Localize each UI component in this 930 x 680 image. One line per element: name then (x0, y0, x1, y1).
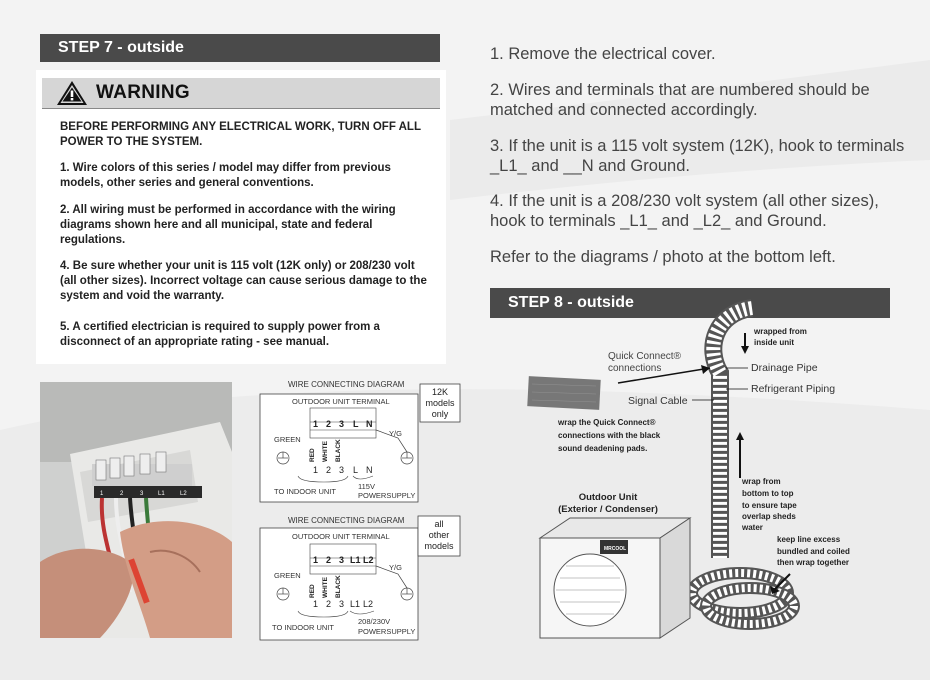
diagram1-green: GREEN (274, 435, 301, 444)
wrap-bottom-label-2: bottom to top (742, 489, 794, 498)
step7-header (40, 34, 440, 62)
diagram1-term-3: 3 (339, 419, 345, 429)
diagram1-term-L: L (353, 419, 359, 429)
unit-label-1: Outdoor Unit (578, 492, 638, 503)
diagram2-term-L2: L2 (363, 555, 374, 565)
diagram2-bottom-3: 3 (339, 599, 345, 609)
diagram1-bottom-3: 3 (339, 465, 345, 475)
diagram1-voltage: 115V (358, 482, 375, 491)
diagram1-wire-black: BLACK (335, 439, 342, 462)
keep-line-label-2: bundled and coiled (777, 547, 850, 556)
diagram1-terminal-label: OUTDOOR UNIT TERMINAL (292, 397, 390, 406)
warning-item-2: 2. All wiring must be performed in accordance with the wiring diagrams shown here and all municipal, state and federal regulations. (60, 204, 396, 246)
drainage-label: Drainage Pipe (751, 362, 818, 374)
photo-mark-1: 1 (100, 491, 104, 497)
photo-mark-3: 3 (140, 491, 144, 497)
diagram1-term-1: 1 (313, 419, 319, 429)
diagram2-wire-red: RED (309, 584, 316, 598)
photo-mark-4: L1 (158, 491, 165, 497)
diagram1-wire-red: RED (309, 448, 316, 462)
diagram2-wire-black: BLACK (335, 575, 342, 598)
quick-connect-label-2: connections (608, 363, 662, 374)
diagram1-power-label: POWERSUPPLY (358, 491, 416, 500)
diagram2-green: GREEN (274, 571, 301, 580)
diagram1-yg: Y/G (389, 429, 402, 438)
diagram2-bottom-L1: L1 (350, 599, 361, 609)
warning-card (36, 70, 446, 364)
wrap-bottom-label-1: wrap from (742, 477, 781, 486)
outdoor-unit-illustration (500, 288, 900, 650)
diagram1-badge-line1: 12K (431, 387, 449, 397)
wrap-qc-label-3: sound deadening pads. (558, 444, 648, 453)
diagram1-title: WIRE CONNECTING DIAGRAM (288, 380, 405, 389)
keep-line-label-3: then wrap together (777, 558, 850, 567)
instruction-5: Refer to the diagrams / photo at the bottom left. (490, 248, 836, 266)
diagram2-yg: Y/G (389, 563, 402, 572)
quick-connect-label-1: Quick Connect® (608, 351, 681, 362)
diagram2-term-L1: L1 (350, 555, 361, 565)
diagram1-badge-line2: models (425, 398, 455, 408)
diagram2-badge-line2: other (428, 530, 450, 540)
step8-title: STEP 8 - outside (508, 294, 634, 311)
wiring-photo (40, 382, 232, 638)
line-coil (692, 573, 794, 624)
warning-lead: BEFORE PERFORMING ANY ELECTRICAL WORK, TURN OFF ALL POWER TO THE SYSTEM. (60, 121, 421, 148)
instruction-2: 2. Wires and terminals that are numbered should be matched and connected accordingly. (490, 81, 870, 119)
diagram2-terminal-label: OUTDOOR UNIT TERMINAL (292, 532, 390, 541)
signal-cable-label: Signal Cable (628, 395, 688, 407)
warning-title: WARNING (96, 82, 190, 103)
wrap-qc-label-1: wrap the Quick Connect® (558, 418, 656, 427)
condenser-unit (540, 518, 690, 638)
diagram2-badge-line1: all (434, 519, 444, 529)
diagram2-term-2: 2 (326, 555, 332, 565)
wrapped-label-2: inside unit (754, 338, 794, 347)
wrap-qc-label-2: connections with the black (558, 431, 661, 440)
wire-diagram-230v (258, 512, 464, 642)
diagram1-term-N: N (366, 419, 373, 429)
diagram1-bottom-1: 1 (313, 465, 319, 475)
warning-item-1: 1. Wire colors of this series / model may differ from previous models, other series and general conventions. (60, 162, 391, 189)
diagram2-bottom-1: 1 (313, 599, 319, 609)
diagram1-bottom-2: 2 (326, 465, 332, 475)
diagram2-bottom-L2: L2 (363, 599, 374, 609)
wrap-bottom-label-3: to ensure tape (742, 501, 797, 510)
keep-line-label-1: keep line excess (777, 535, 841, 544)
diagram1-wire-white: WHITE (322, 441, 329, 462)
warning-item-5: 5. A certified electrician is required to supply power from a disconnect of an appropriate rating - see manual. (60, 321, 380, 348)
wrapped-label-1: wrapped from (754, 327, 807, 336)
warning-triangle-icon (56, 80, 88, 106)
diagram2-power-label: POWERSUPPLY (358, 627, 416, 636)
diagram1-term-2: 2 (326, 419, 332, 429)
diagram2-badge-line3: models (424, 541, 454, 551)
diagram2-voltage: 208/230V (358, 617, 391, 626)
warning-header (42, 78, 440, 109)
unit-brand: MRCOOL (604, 546, 627, 552)
refrigerant-label: Refrigerant Piping (751, 383, 836, 395)
diagram2-term-1: 1 (313, 555, 319, 565)
diagram2-title: WIRE CONNECTING DIAGRAM (288, 516, 405, 525)
step7-title: STEP 7 - outside (58, 39, 184, 56)
diagram2-term-3: 3 (339, 555, 345, 565)
photo-mark-5: L2 (180, 491, 187, 497)
instruction-4: 4. If the unit is a 208/230 volt system (all other sizes), hook to terminals _L1_ and _L2_ and Ground. (490, 192, 879, 230)
diagram1-bottom-L: L (353, 465, 359, 475)
diagram2-wire-white: WHITE (322, 577, 329, 598)
diagram2-to-indoor: TO INDOOR UNIT (272, 623, 334, 632)
unit-label-2: (Exterior / Condenser) (558, 504, 658, 515)
wire-diagram-115v (258, 376, 464, 504)
warning-item-4: 4. Be sure whether your unit is 115 volt (12K only) or 208/230 volt (all other sizes). Incorrect voltage can cause serious damage to the system and void the warranty. (60, 260, 427, 302)
diagram1-to-indoor: TO INDOOR UNIT (274, 487, 336, 496)
diagram2-bottom-2: 2 (326, 599, 332, 609)
diagram1-badge-line3: only (431, 409, 449, 419)
instruction-1: 1. Remove the electrical cover. (490, 45, 716, 63)
wrap-bottom-label-5: water (742, 523, 763, 532)
diagram1-bottom-N: N (366, 465, 373, 475)
photo-mark-2: 2 (120, 491, 124, 497)
wrap-bottom-label-4: overlap sheds (742, 512, 796, 521)
instruction-3: 3. If the unit is a 115 volt system (12K), hook to terminals _L1_ and __N and Ground. (490, 137, 905, 175)
